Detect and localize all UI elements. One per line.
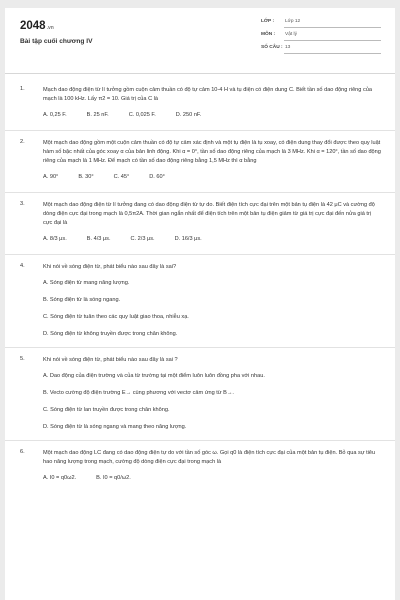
option-b[interactable]: B. 30° xyxy=(78,174,94,180)
question-item xyxy=(5,263,395,339)
option-c[interactable]: C. Sóng điện từ tuân theo các quy luật giao thoa, nhiễu xạ. xyxy=(43,314,189,320)
question-text: Một mạch dao động gồm một cuộn cảm thuần có độ tự cảm xác định và một tụ điện là tụ xoay, có điện dung thay đổi được theo quy luật hàm số bậc nhất của góc xoay α của bản linh động. Khi α = 0°, tần số dao động riêng của mạch là 3 MHz. Khi α = 120°, tần số dao động riêng của mạch là 1 MHz. Để mạch có tần số dao động riêng bằng 1,5 MHz thì α bằng xyxy=(43,140,381,164)
option-b[interactable]: B. I0 = q0/ω2. xyxy=(96,475,131,481)
worksheet-title: Bài tập cuối chương IV xyxy=(20,38,93,45)
subject-field xyxy=(261,32,381,43)
question-divider xyxy=(5,192,395,193)
option-a[interactable]: A. Dao động của điện trường và của từ trường tại một điểm luôn luôn đồng pha với nhau. xyxy=(43,373,265,379)
question-count-field xyxy=(261,45,381,56)
site-logo[interactable]: 2048.vn xyxy=(20,20,54,32)
question-item xyxy=(5,201,395,244)
question-text: Một mạch dao động điện từ lí tưởng đang có dao động điện từ tự do. Biết điện tích cực đại trên một bản tụ điện là 42 μC và cường độ dòng điện cực đại trong mạch là 0,5π2A. Thời gian ngắn nhất để điện tích trên một bản tụ điện giảm từ giá trị cực đại đến nửa giá trị cực đại là xyxy=(43,202,375,226)
question-divider xyxy=(5,347,395,348)
option-list xyxy=(43,279,381,339)
question-number: 2. xyxy=(20,139,25,145)
option-c[interactable]: C. Sóng điện từ lan truyền được trong chân không. xyxy=(43,407,170,413)
option-a[interactable]: A. I0 = q0ω2. xyxy=(43,475,77,481)
worksheet-header xyxy=(5,8,395,74)
worksheet-page xyxy=(5,8,395,600)
subject-label: MÔN : xyxy=(261,32,276,37)
question-number: 4. xyxy=(20,263,25,269)
question-divider xyxy=(5,254,395,255)
question-count-label: SỐ CÂU : xyxy=(261,45,283,50)
question-item xyxy=(5,86,395,120)
option-b[interactable]: B. Sóng điện từ là sóng ngang. xyxy=(43,297,121,303)
question-text: Một mạch dao động LC đang có dao động điện tự do với tần số góc ω. Gọi q0 là điện tích cực đại của một bản tụ điện. Bỏ qua sự tiêu hao năng lượng trong mạch, cường độ dòng điện cực đại trong mạch là xyxy=(43,450,376,465)
option-a[interactable]: A. Sóng điện từ mang năng lượng. xyxy=(43,280,130,286)
question-item xyxy=(5,449,395,483)
option-c[interactable]: C. 45° xyxy=(113,174,130,180)
option-b[interactable]: B. Vecto cường độ điện trường E→ cùng phương với vectơ cảm ứng từ B→. xyxy=(43,390,234,396)
question-text: Mạch dao động điện từ lí tưởng gồm cuộn cảm thuần có độ tự cảm 10-4 H và tụ điện có điện dung C. Biết tần số dao động riêng của mạch là 100 kHz. Lấy π2 = 10. Giá trị của C là xyxy=(43,87,372,102)
option-b[interactable]: B. 4/3 μs. xyxy=(86,236,111,242)
question-item xyxy=(5,139,395,182)
option-list xyxy=(43,474,381,483)
question-text: Khi nói về sóng điện từ, phát biểu nào sau đây là sai ? xyxy=(43,357,178,363)
option-list xyxy=(43,372,381,432)
question-divider xyxy=(5,130,395,131)
option-d[interactable]: D. 60° xyxy=(149,174,165,180)
option-list xyxy=(43,173,381,182)
option-d[interactable]: D. 16/3 μs. xyxy=(174,236,202,242)
question-divider xyxy=(5,440,395,441)
option-a[interactable]: A. 0,25 F. xyxy=(43,112,67,118)
question-text: Khi nói về sóng điện từ, phát biểu nào sau đây là sai? xyxy=(43,264,177,270)
question-number: 1. xyxy=(20,86,25,92)
option-a[interactable]: A. 8/3 μs. xyxy=(43,236,67,242)
question-count-value: 13 xyxy=(285,45,291,50)
option-c[interactable]: C. 0,025 F. xyxy=(128,112,156,118)
option-c[interactable]: C. 2/3 μs. xyxy=(130,236,155,242)
question-item xyxy=(5,356,395,432)
question-list xyxy=(5,86,395,483)
question-number: 5. xyxy=(20,356,25,362)
option-d[interactable]: D. Sóng điện từ không truyền được trong chân không. xyxy=(43,331,178,337)
option-list xyxy=(43,235,381,244)
question-number: 6. xyxy=(20,449,25,455)
option-d[interactable]: D. 250 nF. xyxy=(175,112,202,118)
class-field xyxy=(261,19,381,30)
class-label: LỚP : xyxy=(261,19,275,24)
option-a[interactable]: A. 90° xyxy=(43,174,59,180)
option-b[interactable]: B. 25 nF. xyxy=(86,112,109,118)
option-d[interactable]: D. Sóng điện từ là sóng ngang và mang theo năng lượng. xyxy=(43,424,187,430)
question-number: 3. xyxy=(20,201,25,207)
subject-value: Vật lý xyxy=(285,32,297,37)
option-list xyxy=(43,111,381,120)
class-value: Lớp 12 xyxy=(285,19,301,24)
